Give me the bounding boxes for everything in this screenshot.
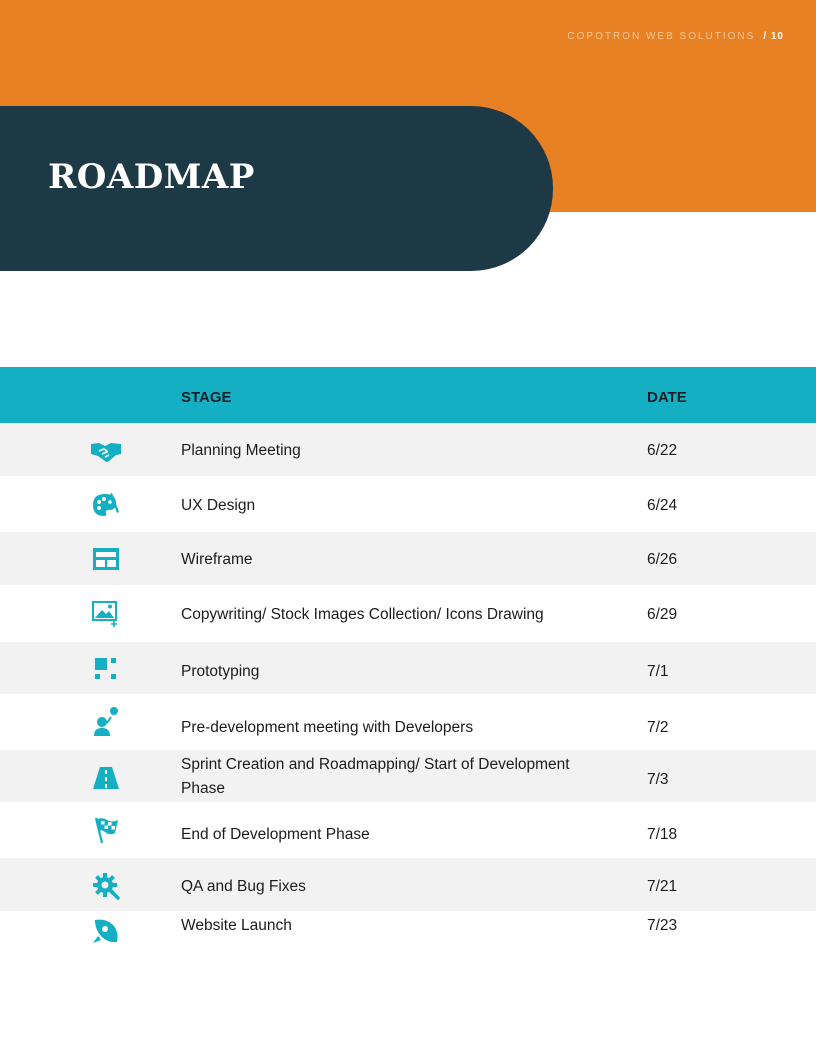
date-text: 6/24	[647, 497, 678, 514]
image-add-icon	[90, 600, 122, 628]
wireframe-icon	[90, 545, 122, 573]
stage-text: Pre-development meeting with Developers	[181, 719, 474, 736]
header-meta	[567, 31, 784, 42]
handshake-icon	[90, 437, 122, 465]
stage-text: UX Design	[181, 497, 256, 514]
date-text: 7/2	[647, 719, 669, 736]
page-title: ROADMAP	[48, 157, 255, 197]
palette-icon	[90, 491, 122, 519]
date-text: 7/21	[647, 878, 678, 895]
gear-wrench-icon	[90, 872, 122, 900]
prototype-blocks-icon	[90, 655, 122, 683]
date-text: 6/29	[647, 606, 678, 623]
table-row	[0, 423, 816, 476]
stage-text: Copywriting/ Stock Images Collection/ Icons Drawing	[181, 606, 544, 623]
date-text: 7/23	[647, 917, 678, 934]
table-header	[0, 367, 816, 423]
stage-text: Sprint Creation and Roadmapping/ Start of Development Phase	[181, 756, 570, 797]
stage-text: End of Development Phase	[181, 826, 370, 843]
date-text: 7/1	[647, 663, 669, 680]
column-header-date: DATE	[647, 389, 687, 406]
stage-text: Planning Meeting	[181, 442, 301, 459]
person-idea-icon	[90, 707, 122, 735]
date-text: 7/3	[647, 771, 669, 788]
table-row	[0, 750, 816, 802]
column-header-stage: STAGE	[181, 389, 232, 406]
date-text: 6/22	[647, 442, 678, 459]
rocket-icon	[90, 917, 122, 945]
table-row	[0, 585, 816, 642]
table-row	[0, 532, 816, 585]
table-row	[0, 476, 816, 532]
company-name: COPOTRON WEB SOLUTIONS	[567, 31, 756, 42]
stage-text: Website Launch	[181, 917, 292, 934]
table-row	[0, 911, 816, 955]
stage-text: QA and Bug Fixes	[181, 878, 306, 895]
table-row	[0, 858, 816, 911]
roadmap-table	[0, 367, 816, 955]
road-icon	[90, 764, 122, 792]
page-number: / 10	[763, 31, 784, 42]
date-text: 6/26	[647, 551, 678, 568]
table-row	[0, 802, 816, 858]
checkered-flag-icon	[90, 816, 122, 844]
table-row	[0, 642, 816, 694]
stage-text: Wireframe	[181, 551, 253, 568]
date-text: 7/18	[647, 826, 678, 843]
stage-text: Prototyping	[181, 663, 260, 680]
table-row	[0, 694, 816, 750]
